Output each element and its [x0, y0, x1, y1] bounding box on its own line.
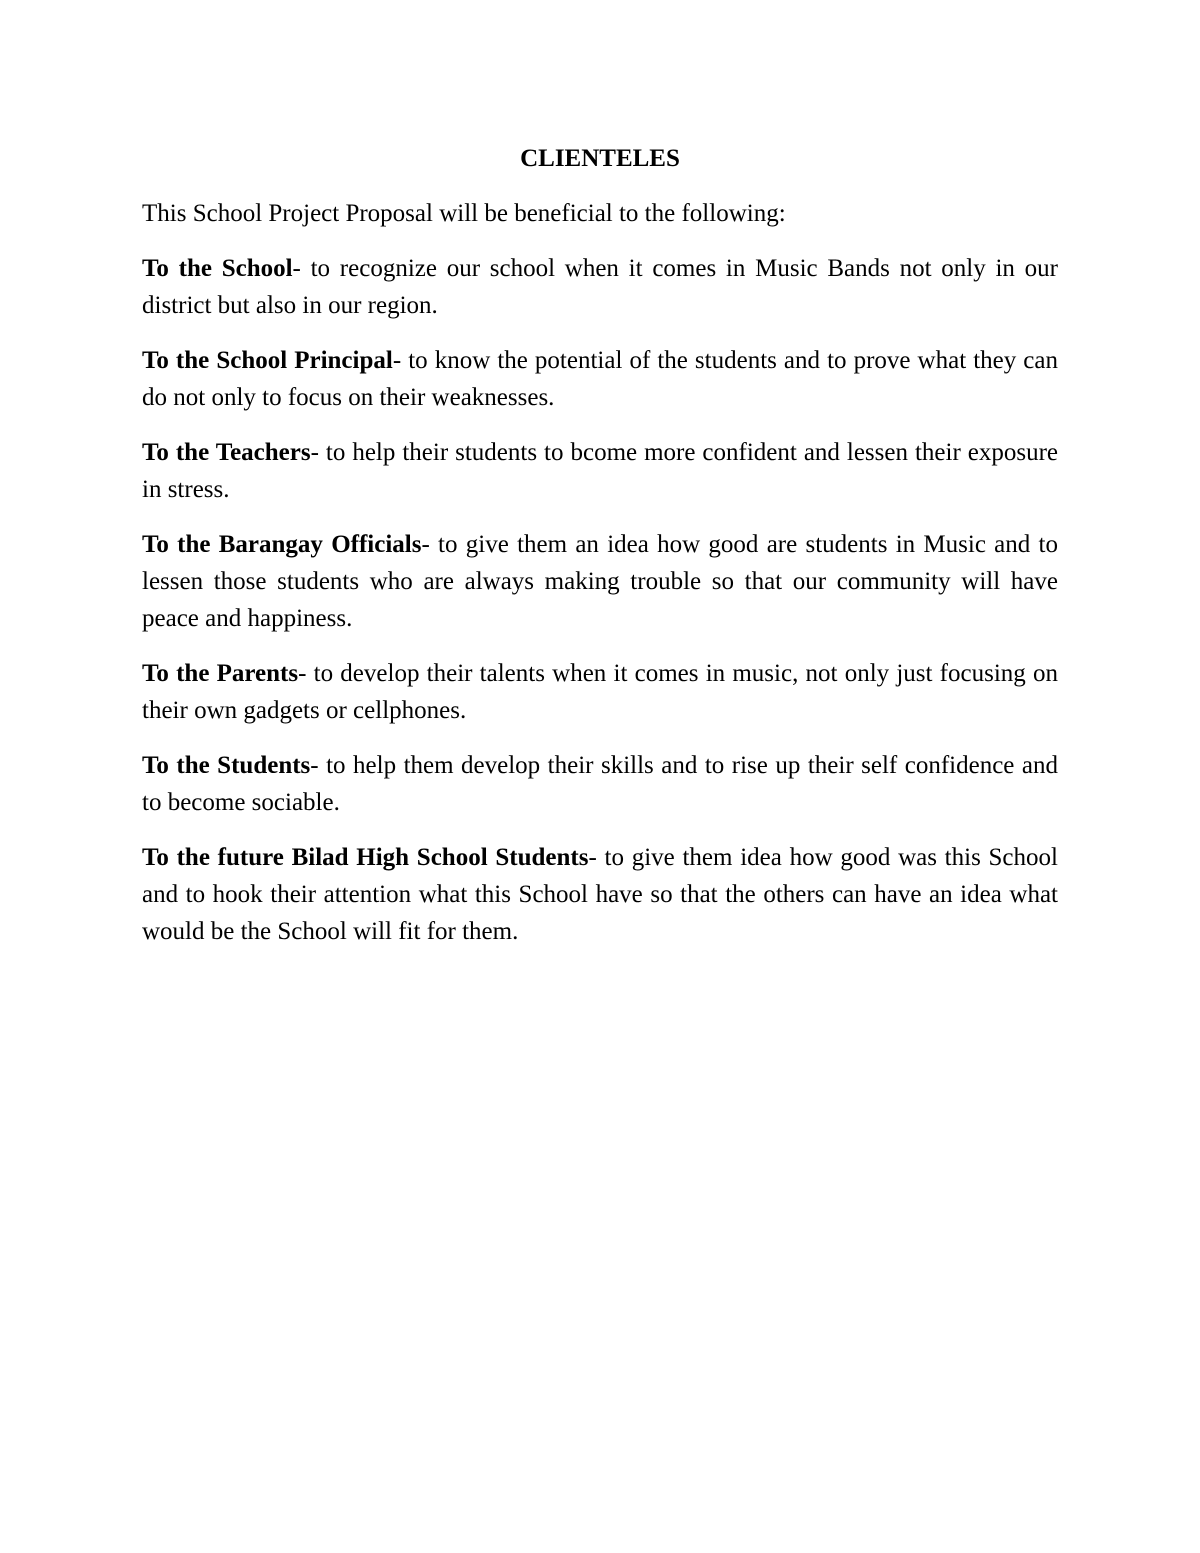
clientele-lead: To the Barangay Officials — [142, 531, 422, 558]
clientele-text: - to give them idea how good was this School and to hook their attention what this School have so that the others can have an idea what would be the School will fit for them. — [142, 844, 1058, 945]
clientele-paragraph-principal — [142, 342, 1058, 416]
clientele-text: - to help their students to bcome more confident and lessen their exposure in stress. — [142, 439, 1058, 503]
clientele-lead: To the School Principal — [142, 347, 393, 374]
document-title: CLIENTELES — [520, 145, 680, 172]
clientele-paragraph-barangay-officials — [142, 526, 1058, 637]
clientele-text: - to develop their talents when it comes in music, not only just focusing on their own gadgets or cellphones. — [142, 660, 1058, 724]
clientele-lead: To the Teachers — [142, 439, 311, 466]
clientele-paragraph-school — [142, 250, 1058, 324]
clientele-paragraph-parents — [142, 655, 1058, 729]
clientele-paragraph-future-students — [142, 839, 1058, 950]
clientele-text: - to help them develop their skills and to rise up their self confidence and to become sociable. — [142, 752, 1058, 816]
intro-paragraph: This School Project Proposal will be beneficial to the following: — [142, 200, 786, 227]
clientele-paragraph-students — [142, 747, 1058, 821]
clientele-text: - to give them an idea how good are students in Music and to lessen those students who are always making trouble so that our community will have peace and happiness. — [142, 531, 1058, 632]
document-body — [142, 140, 1058, 968]
clientele-text: - to recognize our school when it comes in Music Bands not only in our district but also in our region. — [142, 255, 1058, 319]
clientele-lead: To the future Bilad High School Students — [142, 844, 589, 871]
clientele-lead: To the Parents — [142, 660, 299, 687]
clientele-lead: To the School — [142, 255, 293, 282]
clientele-lead: To the Students — [142, 752, 311, 779]
clientele-paragraph-teachers — [142, 434, 1058, 508]
clientele-text: - to know the potential of the students and to prove what they can do not only to focus on their weaknesses. — [142, 347, 1058, 411]
